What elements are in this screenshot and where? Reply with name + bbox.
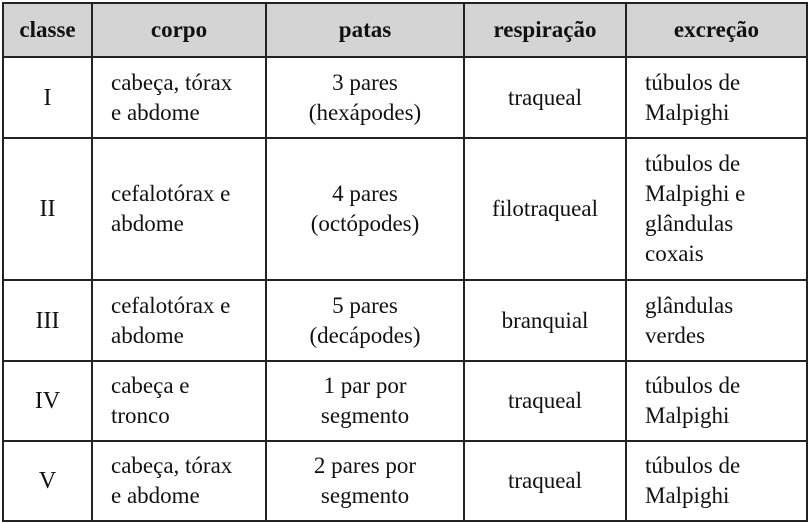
- cell-line: glândulas: [645, 292, 734, 318]
- cell-line: e abdome: [111, 99, 200, 125]
- cell-line: túbulos de: [645, 453, 741, 478]
- header-row: [3, 3, 807, 57]
- cell-patas: [266, 280, 464, 361]
- cell-line: 1 par por: [323, 373, 407, 398]
- table-container: [2, 2, 808, 522]
- header-excrecao: excreção: [626, 3, 807, 57]
- cell-line: cefalotórax e: [111, 181, 231, 206]
- cell-respiracao: [464, 138, 626, 280]
- table-row: [3, 138, 807, 280]
- cell-line: e abdome: [111, 483, 200, 508]
- cell-corpo: [92, 441, 266, 521]
- cell-classe: III: [3, 280, 92, 361]
- table-row: [3, 280, 807, 361]
- arthropod-classes-table: [2, 2, 808, 522]
- header-patas: patas: [266, 3, 464, 57]
- cell-line: Malpighi: [645, 99, 730, 125]
- cell-line: túbulos de: [645, 151, 741, 176]
- cell-classe: I: [3, 57, 92, 138]
- cell-line: Malpighi: [645, 483, 730, 508]
- table-row: [3, 441, 807, 521]
- cell-line: 2 pares por: [313, 453, 417, 478]
- cell-line: branquial: [501, 307, 589, 333]
- table-row: [3, 57, 807, 138]
- cell-classe: IV: [3, 361, 92, 441]
- cell-line: glândulas: [645, 211, 734, 236]
- cell-patas: [266, 441, 464, 521]
- cell-line: abdome: [111, 211, 184, 236]
- cell-corpo: [92, 57, 266, 138]
- cell-line: abdome: [111, 322, 184, 348]
- header-respiracao: respiração: [464, 3, 626, 57]
- cell-line: (octópodes): [310, 211, 420, 236]
- cell-line: coxais: [645, 241, 704, 266]
- cell-respiracao: [464, 280, 626, 361]
- cell-line: 5 pares: [332, 292, 398, 318]
- cell-line: segmento: [320, 483, 410, 508]
- cell-excrecao: [626, 361, 807, 441]
- cell-line: segmento: [320, 403, 410, 428]
- cell-line: túbulos de: [645, 69, 741, 95]
- cell-classe: V: [3, 441, 92, 521]
- cell-line: verdes: [645, 322, 706, 348]
- cell-line: traqueal: [507, 84, 583, 110]
- cell-line: tronco: [111, 403, 170, 428]
- cell-line: cabeça, tórax: [111, 69, 233, 95]
- cell-line: traqueal: [507, 388, 583, 413]
- cell-classe: II: [3, 138, 92, 280]
- table-row: [3, 361, 807, 441]
- cell-respiracao: [464, 57, 626, 138]
- cell-line: filotraqueal: [491, 196, 598, 221]
- cell-patas: [266, 138, 464, 280]
- cell-excrecao: [626, 57, 807, 138]
- cell-line: (hexápodes): [308, 99, 422, 125]
- cell-line: (decápodes): [309, 322, 421, 348]
- cell-excrecao: [626, 280, 807, 361]
- cell-patas: [266, 361, 464, 441]
- cell-corpo: [92, 280, 266, 361]
- cell-respiracao: [464, 441, 626, 521]
- cell-line: túbulos de: [645, 373, 741, 398]
- cell-line: 4 pares: [332, 181, 398, 206]
- cell-line: cabeça, tórax: [111, 453, 233, 478]
- cell-corpo: [92, 138, 266, 280]
- cell-patas: [266, 57, 464, 138]
- cell-line: traqueal: [507, 468, 583, 493]
- cell-line: cefalotórax e: [111, 292, 231, 318]
- cell-excrecao: [626, 441, 807, 521]
- cell-line: Malpighi: [645, 403, 730, 428]
- cell-excrecao: [626, 138, 807, 280]
- cell-respiracao: [464, 361, 626, 441]
- header-corpo: corpo: [92, 3, 266, 57]
- cell-line: 3 pares: [332, 69, 398, 95]
- header-classe: classe: [3, 3, 92, 57]
- cell-line: cabeça e: [111, 373, 190, 398]
- cell-line: Malpighi e: [645, 181, 746, 206]
- cell-corpo: [92, 361, 266, 441]
